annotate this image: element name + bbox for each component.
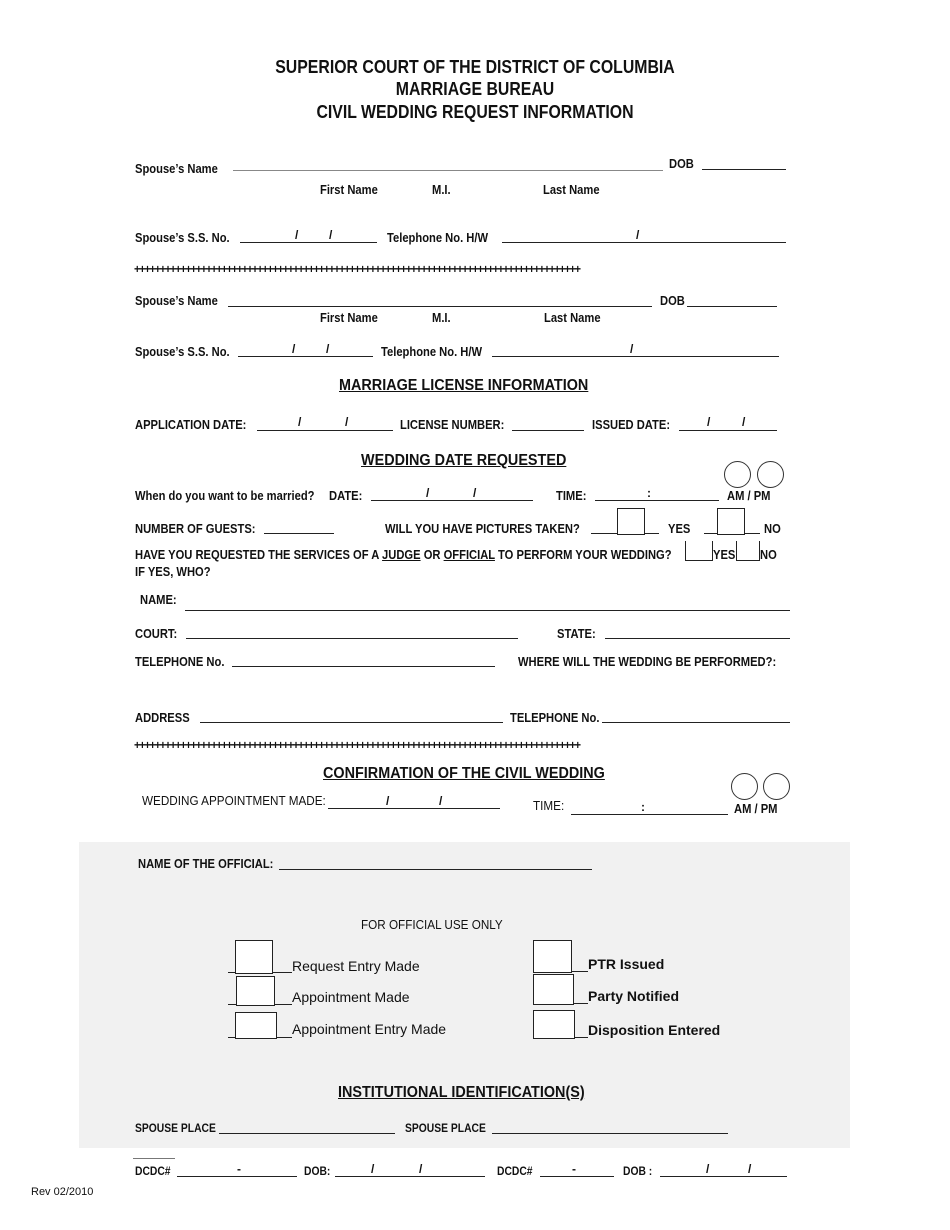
- telephone-label: TELEPHONE No.: [135, 654, 225, 669]
- when-label: When do you want to be married?: [135, 488, 315, 503]
- spouse1-dob-label: DOB: [669, 156, 694, 171]
- bureau-title: MARRIAGE BUREAU: [395, 79, 555, 99]
- state-field[interactable]: [605, 638, 790, 639]
- name-field[interactable]: [185, 610, 790, 611]
- dcdc2-field[interactable]: [540, 1176, 614, 1177]
- wedding-time-field[interactable]: [595, 500, 719, 501]
- license-heading: MARRIAGE LICENSE INFORMATION: [339, 377, 589, 394]
- spouse1-phone-label: Telephone No. H/W: [387, 230, 489, 245]
- request-entry-checkbox[interactable]: [235, 940, 273, 974]
- appointment-entry-label: Appointment Entry Made: [292, 1021, 447, 1037]
- spouse-place2-label: SPOUSE PLACE: [405, 1121, 486, 1135]
- address-label: ADDRESS: [135, 710, 190, 725]
- spouse-place1-label: SPOUSE PLACE: [135, 1121, 216, 1135]
- time-label: TIME:: [556, 488, 587, 503]
- court-field[interactable]: [186, 638, 518, 639]
- colon: :: [641, 800, 645, 814]
- telephone-field[interactable]: [232, 666, 495, 667]
- if-yes-label: IF YES, WHO?: [135, 564, 211, 579]
- spouse1-mi-caption: M.I.: [432, 182, 451, 197]
- conf-time-field[interactable]: [571, 814, 728, 815]
- slash: /: [473, 486, 477, 500]
- appointment-made-checkbox[interactable]: [236, 976, 275, 1006]
- dcdc2-label: DCDC#: [497, 1164, 533, 1178]
- spouse2-mi-caption: M.I.: [432, 310, 451, 325]
- party-notified-checkbox[interactable]: [533, 974, 574, 1005]
- date-label: DATE:: [329, 488, 363, 503]
- am-pm-label: AM / PM: [727, 488, 771, 503]
- address-field[interactable]: [200, 722, 503, 723]
- institutional-heading: INSTITUTIONAL IDENTIFICATION(S): [338, 1084, 585, 1101]
- spouse2-dob-label: DOB: [660, 293, 685, 308]
- spouse2-last-name-caption: Last Name: [544, 310, 601, 325]
- wedding-heading: WEDDING DATE REQUESTED: [361, 452, 567, 469]
- ptr-issued-checkbox[interactable]: [533, 940, 572, 973]
- pictures-label: WILL YOU HAVE PICTURES TAKEN?: [385, 521, 580, 536]
- guests-field[interactable]: [264, 533, 334, 534]
- slash: /: [295, 228, 299, 242]
- revision-label: Rev 02/2010: [31, 1186, 94, 1198]
- pictures-yes-checkbox[interactable]: [617, 508, 645, 535]
- slash: /: [706, 1162, 710, 1176]
- application-date-label: APPLICATION DATE:: [135, 417, 247, 432]
- line: [133, 1158, 175, 1159]
- appointment-entry-checkbox[interactable]: [235, 1012, 277, 1039]
- telephone2-label: TELEPHONE No.: [510, 710, 600, 725]
- issued-date-field[interactable]: [679, 430, 777, 431]
- official-name-field[interactable]: [279, 869, 592, 870]
- dcdc1-label: DCDC#: [135, 1164, 171, 1178]
- pictures-no-label: NO: [764, 521, 781, 536]
- official-use-area: [79, 842, 850, 1148]
- separator-line: +++++++++++++++++++++++++++++++++++++++++++++++++++++++++++++++++++++++++++++++++++++++: [134, 262, 580, 276]
- services-yes-checkbox[interactable]: [685, 541, 713, 561]
- appointment-label: WEDDING APPOINTMENT MADE:: [142, 793, 326, 808]
- disposition-entered-checkbox[interactable]: [533, 1010, 575, 1039]
- spouse2-name-label: Spouse’s Name: [135, 293, 218, 308]
- where-label: WHERE WILL THE WEDDING BE PERFORMED?:: [518, 654, 777, 669]
- slash: /: [329, 228, 333, 242]
- slash: /: [439, 794, 443, 808]
- slash: /: [292, 342, 296, 356]
- telephone2-field[interactable]: [602, 722, 790, 723]
- form-title: CIVIL WEDDING REQUEST INFORMATION: [316, 102, 634, 122]
- spouse2-first-name-caption: First Name: [320, 310, 378, 325]
- issued-date-label: ISSUED DATE:: [592, 417, 671, 432]
- dob2-label: DOB :: [623, 1164, 653, 1178]
- spouse2-dob-field[interactable]: [687, 306, 777, 307]
- spouse1-dob-field[interactable]: [702, 169, 786, 170]
- slash: /: [386, 794, 390, 808]
- spouse1-name-field[interactable]: [233, 170, 663, 171]
- pm-select-circle[interactable]: [757, 461, 784, 488]
- services-no-label: NO: [760, 547, 777, 562]
- spouse2-ss-label: Spouse’s S.S. No.: [135, 344, 230, 359]
- disposition-entered-label: Disposition Entered: [588, 1022, 721, 1038]
- dob1-label: DOB:: [304, 1164, 331, 1178]
- colon: :: [647, 486, 651, 500]
- slash: /: [742, 415, 746, 429]
- spouse1-last-name-caption: Last Name: [543, 182, 600, 197]
- dob1-field[interactable]: [335, 1176, 485, 1177]
- conf-pm-select-circle[interactable]: [763, 773, 790, 800]
- dash: -: [572, 1162, 576, 1176]
- conf-am-pm-label: AM / PM: [734, 801, 778, 816]
- slash: /: [345, 415, 349, 429]
- slash: /: [630, 342, 634, 356]
- spouse2-phone-field[interactable]: [492, 356, 779, 357]
- spouse1-name-label: Spouse’s Name: [135, 161, 218, 176]
- slash: /: [371, 1162, 375, 1176]
- separator-line: +++++++++++++++++++++++++++++++++++++++++++++++++++++++++++++++++++++++++++++++++++++++: [134, 738, 580, 752]
- spouse-place2-field[interactable]: [492, 1133, 728, 1134]
- appointment-made-label: Appointment Made: [292, 989, 410, 1005]
- wedding-date-field[interactable]: [371, 500, 533, 501]
- am-select-circle[interactable]: [724, 461, 751, 488]
- spouse1-ss-label: Spouse’s S.S. No.: [135, 230, 230, 245]
- spouse-place1-field[interactable]: [219, 1133, 395, 1134]
- slash: /: [426, 486, 430, 500]
- license-number-field[interactable]: [512, 430, 584, 431]
- guests-label: NUMBER OF GUESTS:: [135, 521, 256, 536]
- spouse1-first-name-caption: First Name: [320, 182, 378, 197]
- spouse1-ss-field[interactable]: [240, 242, 377, 243]
- slash: /: [748, 1162, 752, 1176]
- pictures-no-checkbox[interactable]: [717, 508, 745, 535]
- application-date-field[interactable]: [257, 430, 393, 431]
- court-label: COURT:: [135, 626, 178, 641]
- court-title: SUPERIOR COURT OF THE DISTRICT OF COLUMBIA: [275, 57, 675, 77]
- conf-am-select-circle[interactable]: [731, 773, 758, 800]
- services-question: HAVE YOU REQUESTED THE SERVICES OF A JUDGE OR OFFICIAL TO PERFORM YOUR WEDDING?: [135, 547, 672, 562]
- dash: -: [237, 1162, 241, 1176]
- spouse2-name-field[interactable]: [228, 306, 652, 307]
- services-no-checkbox[interactable]: [736, 541, 760, 561]
- ptr-issued-label: PTR Issued: [588, 956, 665, 972]
- official-name-label: NAME OF THE OFFICIAL:: [138, 856, 274, 871]
- slash: /: [419, 1162, 423, 1176]
- state-label: STATE:: [557, 626, 596, 641]
- license-number-label: LICENSE NUMBER:: [400, 417, 505, 432]
- request-entry-label: Request Entry Made: [292, 958, 420, 974]
- official-use-heading: FOR OFFICIAL USE ONLY: [361, 917, 503, 932]
- dob2-field[interactable]: [660, 1176, 787, 1177]
- confirmation-heading: CONFIRMATION OF THE CIVIL WEDDING: [323, 765, 605, 782]
- spouse2-phone-label: Telephone No. H/W: [381, 344, 483, 359]
- appointment-date-field[interactable]: [328, 808, 500, 809]
- spouse2-ss-field[interactable]: [238, 356, 373, 357]
- slash: /: [326, 342, 330, 356]
- spouse1-phone-field[interactable]: [502, 242, 786, 243]
- slash: /: [707, 415, 711, 429]
- services-yes-label: YES: [713, 547, 736, 562]
- dcdc1-field[interactable]: [177, 1176, 297, 1177]
- slash: /: [636, 228, 640, 242]
- name-label: NAME:: [140, 592, 177, 607]
- slash: /: [298, 415, 302, 429]
- conf-time-label: TIME:: [533, 798, 565, 813]
- pictures-yes-label: YES: [668, 521, 691, 536]
- party-notified-label: Party Notified: [588, 988, 680, 1004]
